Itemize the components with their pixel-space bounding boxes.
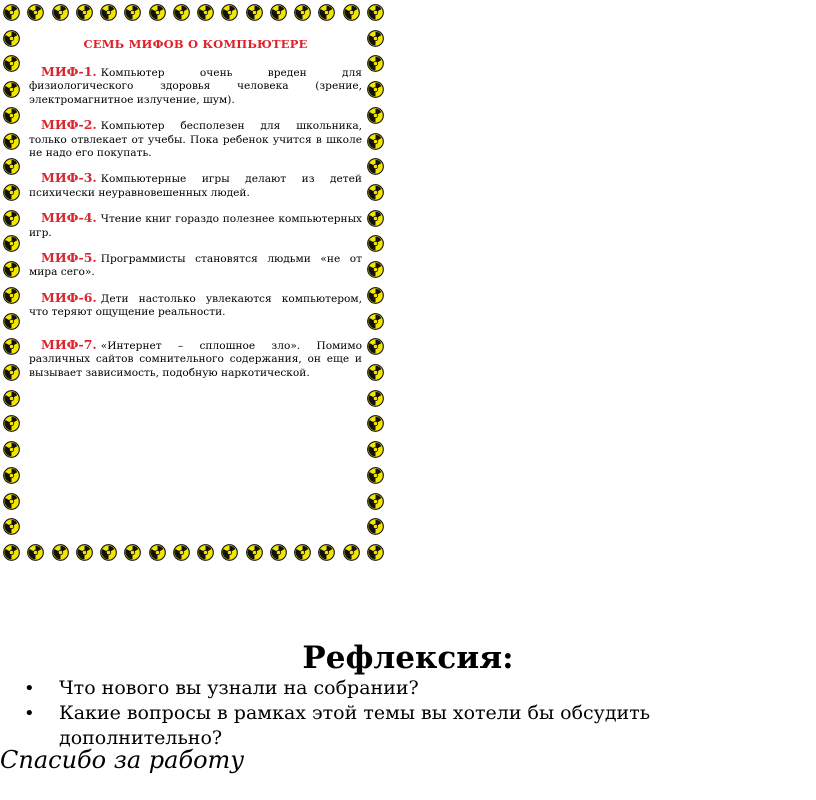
- myth-label: МИФ-4.: [41, 210, 97, 226]
- radiation-icon: [3, 210, 20, 227]
- radiation-icon: [367, 133, 384, 150]
- radiation-icon: [246, 4, 263, 21]
- radiation-icon: [149, 544, 166, 561]
- radiation-icon: [270, 544, 287, 561]
- radiation-icon: [246, 544, 263, 561]
- radiation-icon: [3, 133, 20, 150]
- card-title: СЕМЬ МИФОВ О КОМПЬЮТЕРЕ: [83, 37, 308, 51]
- radiation-icon: [318, 544, 335, 561]
- radiation-icon: [3, 364, 20, 381]
- myth-4: [29, 211, 362, 240]
- radiation-icon: [173, 544, 190, 561]
- myth-label: МИФ-7.: [41, 336, 97, 352]
- radiation-icon: [367, 4, 384, 21]
- radiation-icon: [27, 544, 44, 561]
- radiation-icon: [3, 441, 20, 458]
- radiation-icon: [197, 544, 214, 561]
- radiation-icon: [270, 4, 287, 21]
- radiation-icon: [124, 544, 141, 561]
- radiation-icon: [367, 313, 384, 330]
- radiation-icon: [149, 4, 166, 21]
- radiation-icon: [3, 544, 20, 561]
- bullet-icon: •: [24, 678, 35, 699]
- radiation-icon: [221, 544, 238, 561]
- list-item: [24, 676, 816, 701]
- radiation-icon: [3, 158, 20, 175]
- myth-label: МИФ-2.: [41, 117, 97, 133]
- radiation-icon: [124, 4, 141, 21]
- radiation-icon: [3, 184, 20, 201]
- radiation-icon: [367, 158, 384, 175]
- radiation-icon: [367, 235, 384, 252]
- radiation-icon: [76, 544, 93, 561]
- myth-1: [29, 65, 362, 107]
- myth-text: Дети настолько увлекаются компьютером, что теряют ощущение реальности.: [29, 292, 362, 319]
- radiation-icon: [367, 287, 384, 304]
- radiation-icon: [294, 4, 311, 21]
- myth-text: Программисты становятся людьми «не от мира сего».: [29, 253, 362, 279]
- radiation-icon: [343, 544, 360, 561]
- radiation-icon: [76, 4, 93, 21]
- myth-label: МИФ-5.: [41, 250, 97, 266]
- radiation-icon: [3, 338, 20, 355]
- reflection-questions: [24, 676, 816, 751]
- myth-label: МИФ-3.: [41, 170, 97, 186]
- myth-3: [29, 171, 362, 200]
- radiation-icon: [52, 544, 69, 561]
- myth-text: Компьютерные игры делают из детей психически неуравновешенных людей.: [29, 173, 362, 199]
- myth-label: МИФ-1.: [41, 64, 97, 79]
- bullet-icon: •: [24, 703, 35, 724]
- radiation-icon: [27, 4, 44, 21]
- radiation-icon: [294, 544, 311, 561]
- radiation-icon: [3, 287, 20, 304]
- radiation-icon: [3, 390, 20, 407]
- radiation-icon: [367, 107, 384, 124]
- radiation-icon: [367, 493, 384, 510]
- radiation-icon: [173, 4, 190, 21]
- radiation-icon: [3, 313, 20, 330]
- radiation-icon: [367, 390, 384, 407]
- question-text: Что нового вы узнали на собрании?: [59, 677, 419, 699]
- radiation-icon: [318, 4, 335, 21]
- radiation-icon: [367, 338, 384, 355]
- radiation-icon: [367, 184, 384, 201]
- radiation-icon: [3, 467, 20, 484]
- radiation-icon: [367, 261, 384, 278]
- myth-text: Чтение книг гораздо полезнее компьютерных игр.: [29, 213, 362, 239]
- radiation-icon: [3, 261, 20, 278]
- radiation-icon: [3, 493, 20, 510]
- question-text: Какие вопросы в рамках этой темы вы хотели бы обсудить дополнительно?: [59, 702, 651, 749]
- radiation-icon: [367, 544, 384, 561]
- radiation-icon: [3, 107, 20, 124]
- radiation-icon: [367, 364, 384, 381]
- radiation-icon: [367, 441, 384, 458]
- radiation-icon: [367, 467, 384, 484]
- radiation-icon: [367, 415, 384, 432]
- radiation-icon: [3, 415, 20, 432]
- radiation-icon: [100, 4, 117, 21]
- radiation-icon: [3, 30, 20, 47]
- radiation-icon: [3, 518, 20, 535]
- myth-7: [29, 338, 362, 380]
- radiation-icon: [367, 30, 384, 47]
- radiation-icon: [343, 4, 360, 21]
- radiation-icon: [197, 4, 214, 21]
- radiation-icon: [367, 81, 384, 98]
- radiation-icon: [367, 210, 384, 227]
- myth-text: Компьютер бесполезен для школьника, только отвлекает от учебы. Пока ребенок учится в школе не надо его покупать.: [29, 120, 362, 160]
- myth-6: [29, 291, 362, 320]
- radiation-icon: [367, 518, 384, 535]
- myth-text: Компьютер очень вреден для физиологического здоровья человека (зрение, электромагнитное излучение, шум).: [29, 67, 362, 106]
- closing-text: Спасибо за работу: [0, 746, 245, 774]
- radiation-icon: [367, 55, 384, 72]
- myth-label: МИФ-6.: [41, 289, 97, 305]
- myths-card: [29, 29, 362, 539]
- radiation-icon: [3, 55, 20, 72]
- radiation-icon: [3, 235, 20, 252]
- radiation-icon: [3, 4, 20, 21]
- radiation-icon: [100, 544, 117, 561]
- radiation-icon: [221, 4, 238, 21]
- radiation-icon: [52, 4, 69, 21]
- reflection-heading: Рефлексия:: [302, 640, 514, 676]
- myth-5: [29, 251, 362, 280]
- radiation-icon: [3, 81, 20, 98]
- myth-2: [29, 118, 362, 160]
- myth-text: «Интернет – сплошное зло». Помимо различных сайтов сомнительного содержания, он еще и вызывает зависимость, подобную наркотической.: [29, 339, 362, 379]
